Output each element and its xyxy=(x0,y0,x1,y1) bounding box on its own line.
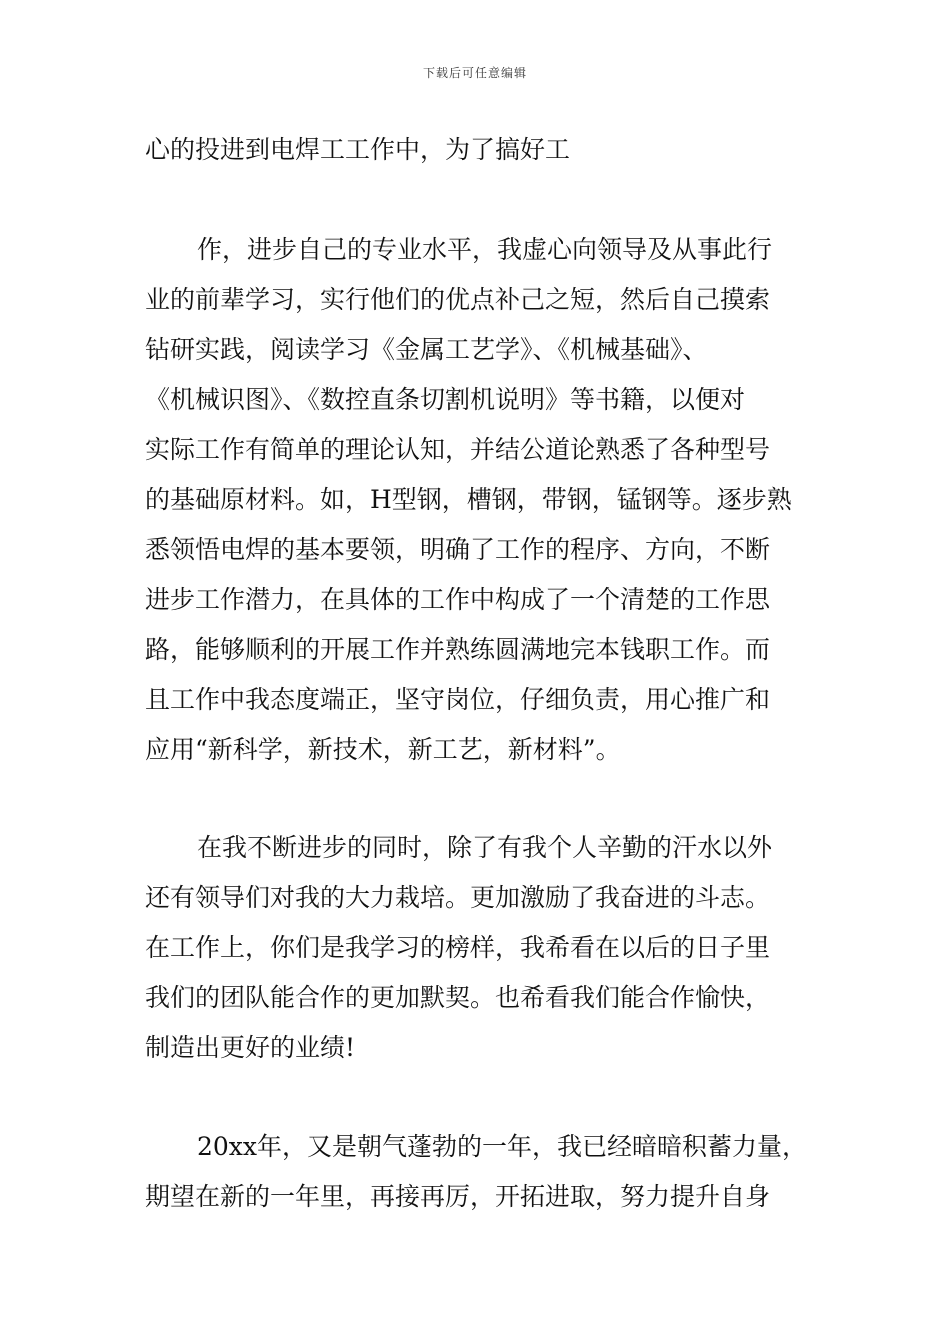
text-line: 心的投进到电焊工工作中，为了搞好工 xyxy=(145,135,571,164)
text-line: 业的前辈学习，实行他们的优点补己之短，然后自己摸索 xyxy=(145,285,771,314)
text-line: 制造出更好的业绩! xyxy=(145,1033,356,1062)
text-line: 悉领悟电焊的基本要领，明确了工作的程序、方向，不断 xyxy=(145,535,771,564)
text-line: 在我不断进步的同时，除了有我个人辛勤的汗水以外 xyxy=(197,833,773,862)
text-line: 期望在新的一年里，再接再厉，开拓进取，努力提升自身 xyxy=(145,1182,771,1211)
text-line: 进步工作潜力，在具体的工作中构成了一个清楚的工作思 xyxy=(145,585,771,614)
page-header-note: 下载后可任意编辑 xyxy=(422,66,527,80)
text-line: 钻研实践，阅读学习《金属工艺学》、《机械基础》、 xyxy=(145,335,708,364)
text-line: 作，进步自己的专业水平，我虚心向领导及从事此行 xyxy=(197,235,773,264)
text-line: 20xx年，又是朝气蓬勃的一年，我已经暗暗积蓄力量， xyxy=(197,1132,808,1161)
text-line: 在工作上，你们是我学习的榜样，我希看在以后的日子里 xyxy=(145,933,771,962)
text-line: 且工作中我态度端正，坚守岗位，仔细负责，用心推广和 xyxy=(145,685,771,714)
text-line: 实际工作有简单的理论认知，并结公道论熟悉了各种型号 xyxy=(145,435,771,464)
text-line: 还有领导们对我的大力栽培。更加激励了我奋进的斗志。 xyxy=(145,883,771,912)
text-line: 的基础原材料。如，H型钢，槽钢，带钢，锰钢等。逐步熟 xyxy=(145,485,792,514)
text-line: 《机械识图》、《数控直条切割机说明》等书籍，以便对 xyxy=(145,385,746,414)
text-line: 我们的团队能合作的更加默契。也希看我们能合作愉快， xyxy=(145,983,771,1012)
text-line: 路，能够顺利的开展工作并熟练圆满地完本钱职工作。而 xyxy=(145,635,771,664)
text-line: 应用“新科学，新技术，新工艺，新材料”。 xyxy=(145,735,621,764)
